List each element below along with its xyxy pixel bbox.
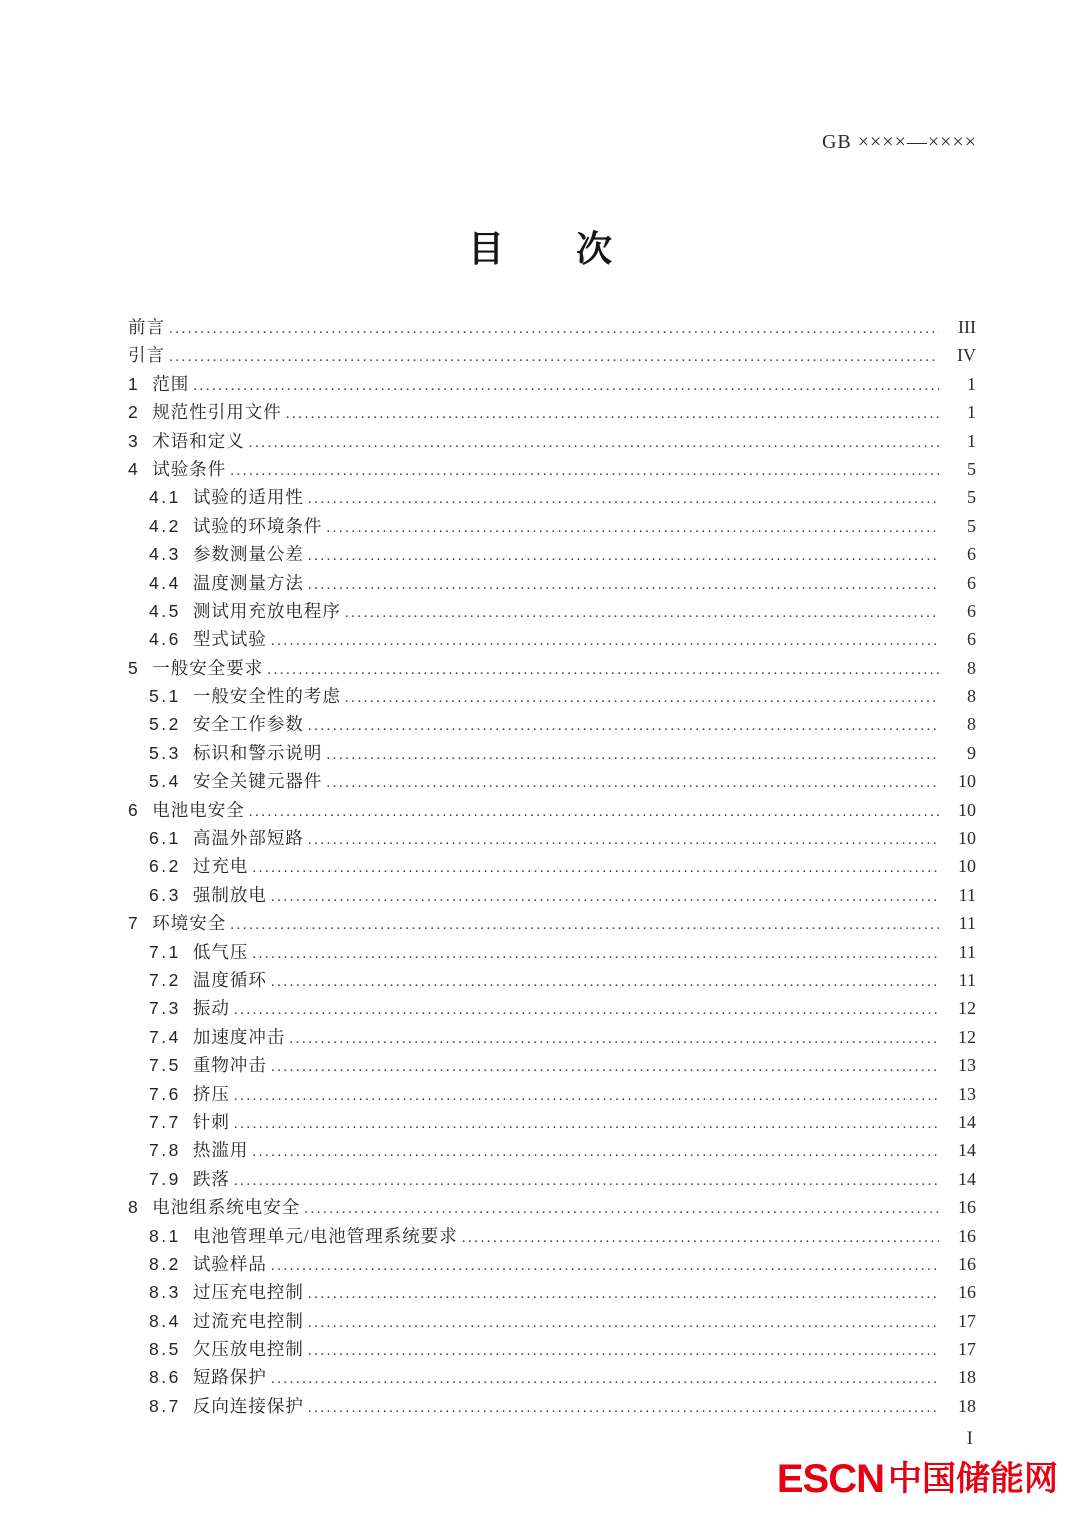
toc-entry-page: 6 <box>967 544 976 565</box>
toc-entry-number: 5.1 <box>149 686 181 707</box>
toc-entry-number: 8.2 <box>149 1253 181 1274</box>
toc-entry-title: 欠压放电控制 <box>192 1339 304 1360</box>
toc-entry-number: 7.4 <box>149 1026 181 1047</box>
toc-entry-page: 17 <box>958 1310 976 1331</box>
toc-entry-title: 针刺 <box>192 1111 230 1132</box>
toc-leader-dots <box>169 341 939 369</box>
toc-entry-number: 5.4 <box>149 771 181 792</box>
toc-entry-title: 参数测量公差 <box>192 544 304 565</box>
toc-entry-page: 14 <box>958 1111 976 1132</box>
toc-leader-dots <box>308 1392 939 1420</box>
toc-entry-page: 18 <box>958 1367 976 1388</box>
toc-entry <box>128 1363 976 1391</box>
toc-entry <box>128 909 976 937</box>
toc-leader-dots <box>345 597 939 625</box>
toc-entry-title: 一般安全要求 <box>152 657 264 678</box>
toc-entry <box>128 455 976 483</box>
toc-entry-title: 测试用充放电程序 <box>192 600 341 621</box>
toc-entry-number: 3 <box>128 430 141 451</box>
toc-leader-dots <box>286 398 939 426</box>
toc-entry-page: 5 <box>967 458 976 479</box>
toc-entry-page: 14 <box>958 1168 976 1189</box>
toc-entry-page: 16 <box>958 1197 976 1218</box>
toc-entry <box>128 1335 976 1363</box>
toc-entry-page: 10 <box>958 828 976 849</box>
toc-entry-title: 规范性引用文件 <box>152 402 282 423</box>
toc-entry-number: 4.1 <box>149 487 181 508</box>
toc-entry-title: 温度测量方法 <box>192 572 304 593</box>
toc-entry-title: 环境安全 <box>152 913 227 934</box>
toc-leader-dots <box>267 654 939 682</box>
toc-entry <box>128 512 976 540</box>
toc-leader-dots <box>230 455 939 483</box>
toc-entry-number: 7.8 <box>149 1140 181 1161</box>
toc-leader-dots <box>234 994 939 1022</box>
toc-entry-page: 16 <box>958 1253 976 1274</box>
toc-entry <box>128 1051 976 1079</box>
toc-entry <box>128 852 976 880</box>
toc-entry-number: 4.3 <box>149 544 181 565</box>
toc-leader-dots <box>169 313 939 341</box>
toc-entry-page: 16 <box>958 1225 976 1246</box>
toc-entry-page: 1 <box>967 430 976 451</box>
toc-entry <box>128 597 976 625</box>
toc-entry-number: 8.7 <box>149 1395 181 1416</box>
toc-leader-dots <box>234 1108 939 1136</box>
toc-entry-title: 强制放电 <box>192 884 267 905</box>
toc-leader-dots <box>326 767 939 795</box>
toc-entry <box>128 1250 976 1278</box>
toc-leader-dots <box>271 1363 939 1391</box>
toc-entry-page: 9 <box>967 742 976 763</box>
toc-entry-number: 4 <box>128 458 141 479</box>
toc-entry-number: 4.2 <box>149 515 181 536</box>
toc-entry-title: 电池组系统电安全 <box>152 1197 301 1218</box>
toc-entry-number: 8.1 <box>149 1225 181 1246</box>
toc-entry-number: 6.1 <box>149 828 181 849</box>
toc-entry-title: 标识和警示说明 <box>192 742 323 763</box>
toc-entry-title: 过充电 <box>192 856 249 877</box>
toc-leader-dots <box>308 540 939 568</box>
toc-leader-dots <box>462 1222 939 1250</box>
toc-entry-title: 过压充电控制 <box>192 1282 304 1303</box>
toc-entry-page: 14 <box>958 1140 976 1161</box>
toc-entry-page: 1 <box>967 373 976 394</box>
toc-entry <box>128 1108 976 1136</box>
toc-entry-page: 6 <box>967 600 976 621</box>
escn-logo-latin-text: ESCN <box>776 1457 884 1501</box>
toc-leader-dots <box>234 1080 939 1108</box>
toc-leader-dots <box>326 739 939 767</box>
toc-entry <box>128 1278 976 1306</box>
toc-entry <box>128 1023 976 1051</box>
toc-leader-dots <box>308 824 939 852</box>
toc-entry <box>128 710 976 738</box>
toc-entry-title: 短路保护 <box>192 1367 267 1388</box>
toc-entry-title: 引言 <box>128 345 165 366</box>
toc-entry-page: 17 <box>958 1339 976 1360</box>
toc-entry-title: 电池管理单元/电池管理系统要求 <box>192 1225 458 1246</box>
toc-entry-number: 8 <box>128 1197 141 1218</box>
toc-leader-dots <box>289 1023 939 1051</box>
toc-entry-number: 7.9 <box>149 1168 181 1189</box>
toc-entry-title: 电池电安全 <box>152 799 245 820</box>
toc-leader-dots <box>326 512 939 540</box>
toc-leader-dots <box>271 881 939 909</box>
toc-entry <box>128 1307 976 1335</box>
toc-entry-title: 振动 <box>192 998 230 1019</box>
toc-entry-page: 8 <box>967 714 976 735</box>
toc-entry-number: 8.3 <box>149 1282 181 1303</box>
toc-entry-title: 范围 <box>152 373 190 394</box>
toc-entry <box>128 370 976 398</box>
toc-entry-number: 6.2 <box>149 856 181 877</box>
toc-entry-number: 4.4 <box>149 572 181 593</box>
toc-entry <box>128 654 976 682</box>
toc-entry-page: 10 <box>958 799 976 820</box>
toc-entry-page: 13 <box>958 1083 976 1104</box>
toc-entry-number: 5 <box>128 657 141 678</box>
toc-entry-title: 试验样品 <box>192 1253 267 1274</box>
toc-entry-page: 11 <box>958 941 976 962</box>
toc-entry-page: 18 <box>958 1395 976 1416</box>
toc-entry-title: 反向连接保护 <box>192 1395 304 1416</box>
toc-entry-number: 7.2 <box>149 969 181 990</box>
toc-leader-dots <box>230 909 939 937</box>
toc-entry-number: 7 <box>128 913 141 934</box>
toc-entry-page: 11 <box>958 913 976 934</box>
toc-entry <box>128 1193 976 1221</box>
toc-entry-page: 6 <box>967 629 976 650</box>
escn-logo-chinese-text: 中国储能网 <box>888 1460 1058 1498</box>
toc-entry <box>128 341 976 369</box>
toc-leader-dots <box>308 1307 939 1335</box>
toc-leader-dots <box>252 852 939 880</box>
toc-entry <box>128 625 976 653</box>
toc-entry-number: 8.4 <box>149 1310 181 1331</box>
toc-leader-dots <box>345 682 939 710</box>
toc-entry-page: 12 <box>958 1026 976 1047</box>
toc-entry <box>128 682 976 710</box>
toc-entry-title: 试验的适用性 <box>192 487 304 508</box>
toc-entry-title: 跌落 <box>192 1168 230 1189</box>
toc-entry-title: 重物冲击 <box>192 1055 267 1076</box>
standard-code-header: GB ××××—×××× <box>821 131 977 153</box>
toc-entry-page: 1 <box>967 402 976 423</box>
toc-entry-page: 10 <box>958 771 976 792</box>
toc-leader-dots <box>271 966 939 994</box>
toc-entry-page: 10 <box>958 856 976 877</box>
toc-entry <box>128 796 976 824</box>
toc-list <box>128 313 976 1420</box>
toc-entry-title: 过流充电控制 <box>192 1310 304 1331</box>
toc-entry <box>128 1165 976 1193</box>
toc-entry <box>128 994 976 1022</box>
toc-leader-dots <box>271 1250 939 1278</box>
toc-entry <box>128 966 976 994</box>
toc-entry-title: 加速度冲击 <box>192 1026 286 1047</box>
toc-entry-page: 13 <box>958 1055 976 1076</box>
toc-leader-dots <box>249 796 939 824</box>
toc-entry-title: 型式试验 <box>192 629 267 650</box>
toc-entry-page: 6 <box>967 572 976 593</box>
toc-entry-page: IV <box>957 345 976 366</box>
toc-entry-number: 2 <box>128 402 141 423</box>
toc-leader-dots <box>271 625 939 653</box>
toc-leader-dots <box>308 483 939 511</box>
toc-entry <box>128 313 976 341</box>
toc-entry-number: 6.3 <box>149 884 181 905</box>
toc-entry <box>128 1222 976 1250</box>
toc-entry-number: 7.5 <box>149 1055 181 1076</box>
toc-entry-title: 温度循环 <box>192 969 267 990</box>
toc-entry <box>128 483 976 511</box>
toc-leader-dots <box>252 1136 939 1164</box>
toc-entry <box>128 938 976 966</box>
toc-entry-page: III <box>958 317 976 337</box>
toc-entry-title: 试验的环境条件 <box>192 515 323 536</box>
toc-leader-dots <box>193 370 939 398</box>
toc-entry <box>128 824 976 852</box>
toc-entry-title: 高温外部短路 <box>192 828 304 849</box>
page-number: I <box>966 1428 973 1449</box>
toc-entry-number: 7.6 <box>149 1083 181 1104</box>
toc-entry-number: 8.5 <box>149 1339 181 1360</box>
toc-entry-title: 热滥用 <box>192 1140 249 1161</box>
page-title: 目 次 <box>467 228 612 269</box>
toc-entry-title: 前言 <box>128 317 165 337</box>
toc-entry-title: 试验条件 <box>152 458 227 479</box>
toc-entry <box>128 881 976 909</box>
toc-entry <box>128 427 976 455</box>
toc-leader-dots <box>308 1278 939 1306</box>
toc-entry-number: 7.7 <box>149 1111 181 1132</box>
toc-entry-title: 术语和定义 <box>152 430 245 451</box>
toc-entry <box>128 1080 976 1108</box>
toc-entry-page: 8 <box>967 686 976 707</box>
toc-entry <box>128 767 976 795</box>
toc-entry-title: 挤压 <box>192 1083 230 1104</box>
toc-leader-dots <box>308 569 939 597</box>
toc-entry <box>128 739 976 767</box>
toc-leader-dots <box>252 938 939 966</box>
toc-entry-number: 4.6 <box>149 629 181 650</box>
toc-leader-dots <box>308 1335 939 1363</box>
toc-entry-page: 12 <box>958 998 976 1019</box>
toc-entry-title: 安全关键元器件 <box>192 771 323 792</box>
toc-entry-number: 6 <box>128 799 141 820</box>
toc-entry-page: 11 <box>958 969 976 990</box>
toc-entry <box>128 1392 976 1420</box>
toc-leader-dots <box>308 710 939 738</box>
toc-entry <box>128 569 976 597</box>
toc-entry <box>128 1136 976 1164</box>
toc-entry-number: 1 <box>128 373 141 394</box>
toc-entry-page: 8 <box>967 657 976 678</box>
toc-leader-dots <box>304 1193 939 1221</box>
toc-leader-dots <box>234 1165 939 1193</box>
toc-entry-page: 5 <box>967 487 976 508</box>
toc-entry-title: 安全工作参数 <box>192 714 304 735</box>
toc-entry-title: 低气压 <box>192 941 249 962</box>
toc-leader-dots <box>249 427 939 455</box>
toc-entry-number: 7.1 <box>149 941 181 962</box>
toc-entry-number: 5.3 <box>149 742 181 763</box>
toc-entry-number: 7.3 <box>149 998 181 1019</box>
toc-entry-number: 8.6 <box>149 1367 181 1388</box>
toc-entry-page: 16 <box>958 1282 976 1303</box>
toc-entry-number: 4.5 <box>149 600 181 621</box>
toc-entry-page: 5 <box>967 515 976 536</box>
toc-entry-number: 5.2 <box>149 714 181 735</box>
toc-entry <box>128 398 976 426</box>
escn-watermark-logo <box>777 1459 1058 1499</box>
toc-entry-title: 一般安全性的考虑 <box>192 686 341 707</box>
toc-entry <box>128 540 976 568</box>
toc-entry-page: 11 <box>958 884 976 905</box>
toc-leader-dots <box>271 1051 939 1079</box>
